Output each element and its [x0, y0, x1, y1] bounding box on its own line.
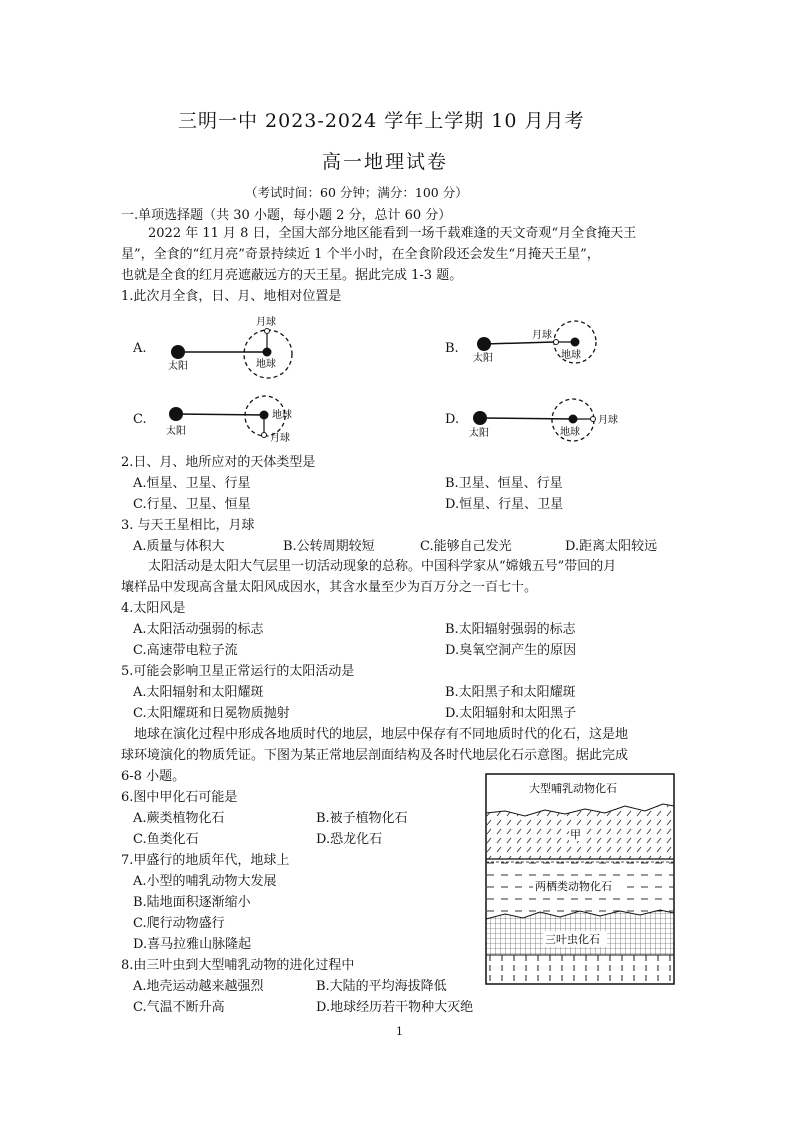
- q8-option-b[interactable]: B.大陆的平均海拔降低: [316, 979, 447, 994]
- q3-option-b[interactable]: B.公转周期较短: [283, 539, 375, 554]
- q2-option-d[interactable]: D.恒星、行星、卫星: [445, 497, 564, 512]
- q2-option-b[interactable]: B.卫星、恒星、行星: [445, 476, 563, 491]
- q5-option-b[interactable]: B.太阳黑子和太阳耀斑: [445, 685, 576, 700]
- q4-option-a[interactable]: A.太阳活动强弱的标志: [133, 622, 264, 637]
- moon-label: 月球: [270, 433, 290, 444]
- q3-stem: 3. 与天王星相比，月球: [121, 518, 255, 533]
- strata-jia-label: 甲: [570, 828, 581, 841]
- earth-label: 地球: [560, 427, 580, 438]
- passage1-line1: 2022 年 11 月 8 日，全国大部分地区能看到一场千载难逢的天文奇观“月全食掩天王: [148, 226, 637, 241]
- q4-option-d[interactable]: D.臭氧空洞产生的原因: [445, 643, 577, 658]
- q1-option-a-diagram: [160, 314, 300, 382]
- sun-label: 太阳: [473, 353, 493, 364]
- q1-option-b-letter[interactable]: B.: [445, 341, 459, 356]
- strata-top-label: 大型哺乳动物化石: [529, 782, 617, 795]
- q1-option-b-diagram: [470, 316, 610, 374]
- q2-stem: 2.日、月、地所应对的天体类型是: [121, 455, 316, 470]
- q6-option-c[interactable]: C.鱼类化石: [133, 832, 199, 847]
- earth-label: 地球: [561, 350, 581, 361]
- moon-label: 月球: [532, 330, 552, 341]
- q7-option-b[interactable]: B.陆地面积逐渐缩小: [133, 895, 251, 910]
- q5-option-a[interactable]: A.太阳辐射和太阳耀斑: [133, 685, 264, 700]
- q5-stem: 5.可能会影响卫星正常运行的太阳活动是: [121, 664, 355, 679]
- earth-label: 地球: [272, 410, 292, 421]
- q8-option-a[interactable]: A.地壳运动越来越强烈: [133, 979, 264, 994]
- q7-option-c[interactable]: C.爬行动物盛行: [133, 916, 225, 931]
- passage2-line1: 太阳活动是太阳大气层里一切活动现象的总称。中国科学家从“嫦娥五号”带回的月: [148, 559, 617, 574]
- strata-trilobite-label: 三叶虫化石: [545, 933, 600, 946]
- strata-section-figure: [485, 773, 675, 985]
- q2-option-c[interactable]: C.行星、卫星、恒星: [133, 497, 251, 512]
- moon-label: 月球: [598, 415, 618, 426]
- q2-option-a[interactable]: A.恒星、卫星、行星: [133, 476, 251, 491]
- passage1-line3: 也就是全食的红月亮遮蔽远方的天王星。据此完成 1-3 题。: [121, 268, 463, 283]
- q8-stem: 8.由三叶虫到大型哺乳动物的进化过程中: [121, 958, 355, 973]
- passage1-line2: 星”，全食的“红月亮”奇景持续近 1 个半小时，在全食阶段还会发生“月掩天王星”，: [121, 247, 600, 262]
- q3-option-d[interactable]: D.距离太阳较远: [565, 539, 658, 554]
- q6-stem: 6.图中甲化石可能是: [121, 790, 238, 805]
- section-heading: 一.单项选择题（共 30 小题，每小题 2 分，总计 60 分）: [121, 208, 452, 223]
- passage3-line1: 地球在演化过程中形成各地质时代的地层，地层中保存有不同地质时代的化石，这是地: [134, 727, 629, 742]
- q3-option-a[interactable]: A.质量与体积大: [133, 539, 225, 554]
- passage3-line3: 6-8 小题。: [121, 769, 186, 784]
- q7-option-d[interactable]: D.喜马拉雅山脉隆起: [133, 937, 252, 952]
- passage2-line2: 壤样品中发现高含量太阳风成因水，其含水量至少为百万分之一百七十。: [121, 580, 538, 595]
- page-number: 1: [396, 1025, 403, 1038]
- q6-option-a[interactable]: A.蕨类植物化石: [133, 811, 225, 826]
- q1-option-a-letter[interactable]: A.: [133, 341, 147, 356]
- moon-icon: [591, 417, 596, 422]
- q1-option-c-diagram: [160, 394, 300, 448]
- q4-option-c[interactable]: C.高速带电粒子流: [133, 643, 238, 658]
- strata-amphibian-label: 两栖类动物化石: [535, 880, 612, 893]
- q8-option-c[interactable]: C.气温不断升高: [133, 1000, 225, 1015]
- q7-stem: 7.甲盛行的地质年代，地球上: [121, 853, 290, 868]
- moon-icon: [265, 329, 270, 334]
- q1-stem: 1.此次月全食，日、月、地相对位置是: [121, 289, 342, 304]
- exam-subtitle: 高一地理试卷: [322, 151, 449, 173]
- q4-stem: 4.太阳风是: [121, 601, 186, 616]
- q5-option-d[interactable]: D.太阳辐射和太阳黑子: [445, 706, 577, 721]
- moon-icon: [554, 340, 559, 345]
- earth-icon: [571, 338, 580, 347]
- q6-option-d[interactable]: D.恐龙化石: [316, 832, 383, 847]
- sun-label: 太阳: [166, 426, 186, 437]
- q1-option-d-diagram: [466, 398, 626, 446]
- moon-label: 月球: [256, 317, 276, 328]
- earth-label: 地球: [256, 359, 276, 370]
- sun-label: 太阳: [469, 428, 489, 439]
- q8-option-d[interactable]: D.地球经历若干物种大灭绝: [316, 1000, 474, 1015]
- exam-title: 三明一中 2023-2024 学年上学期 10 月月考: [178, 110, 585, 132]
- moon-icon: [262, 433, 267, 438]
- q3-option-c[interactable]: C.能够自己发光: [420, 539, 512, 554]
- sun-label: 太阳: [168, 361, 188, 372]
- q4-option-b[interactable]: B.太阳辐射强弱的标志: [445, 622, 576, 637]
- q1-option-d-letter[interactable]: D.: [445, 412, 460, 427]
- passage3-line2: 球环境演化的物质凭证。下图为某正常地层剖面结构及各时代地层化石示意图。据此完成: [121, 748, 629, 763]
- q7-option-a[interactable]: A.小型的哺乳动物大发展: [133, 874, 277, 889]
- q6-option-b[interactable]: B.被子植物化石: [316, 811, 408, 826]
- q1-option-c-letter[interactable]: C.: [133, 412, 147, 427]
- exam-info: （考试时间：60 分钟；满分：100 分）: [245, 185, 468, 200]
- q5-option-c[interactable]: C.太阳耀斑和日冕物质抛射: [133, 706, 290, 721]
